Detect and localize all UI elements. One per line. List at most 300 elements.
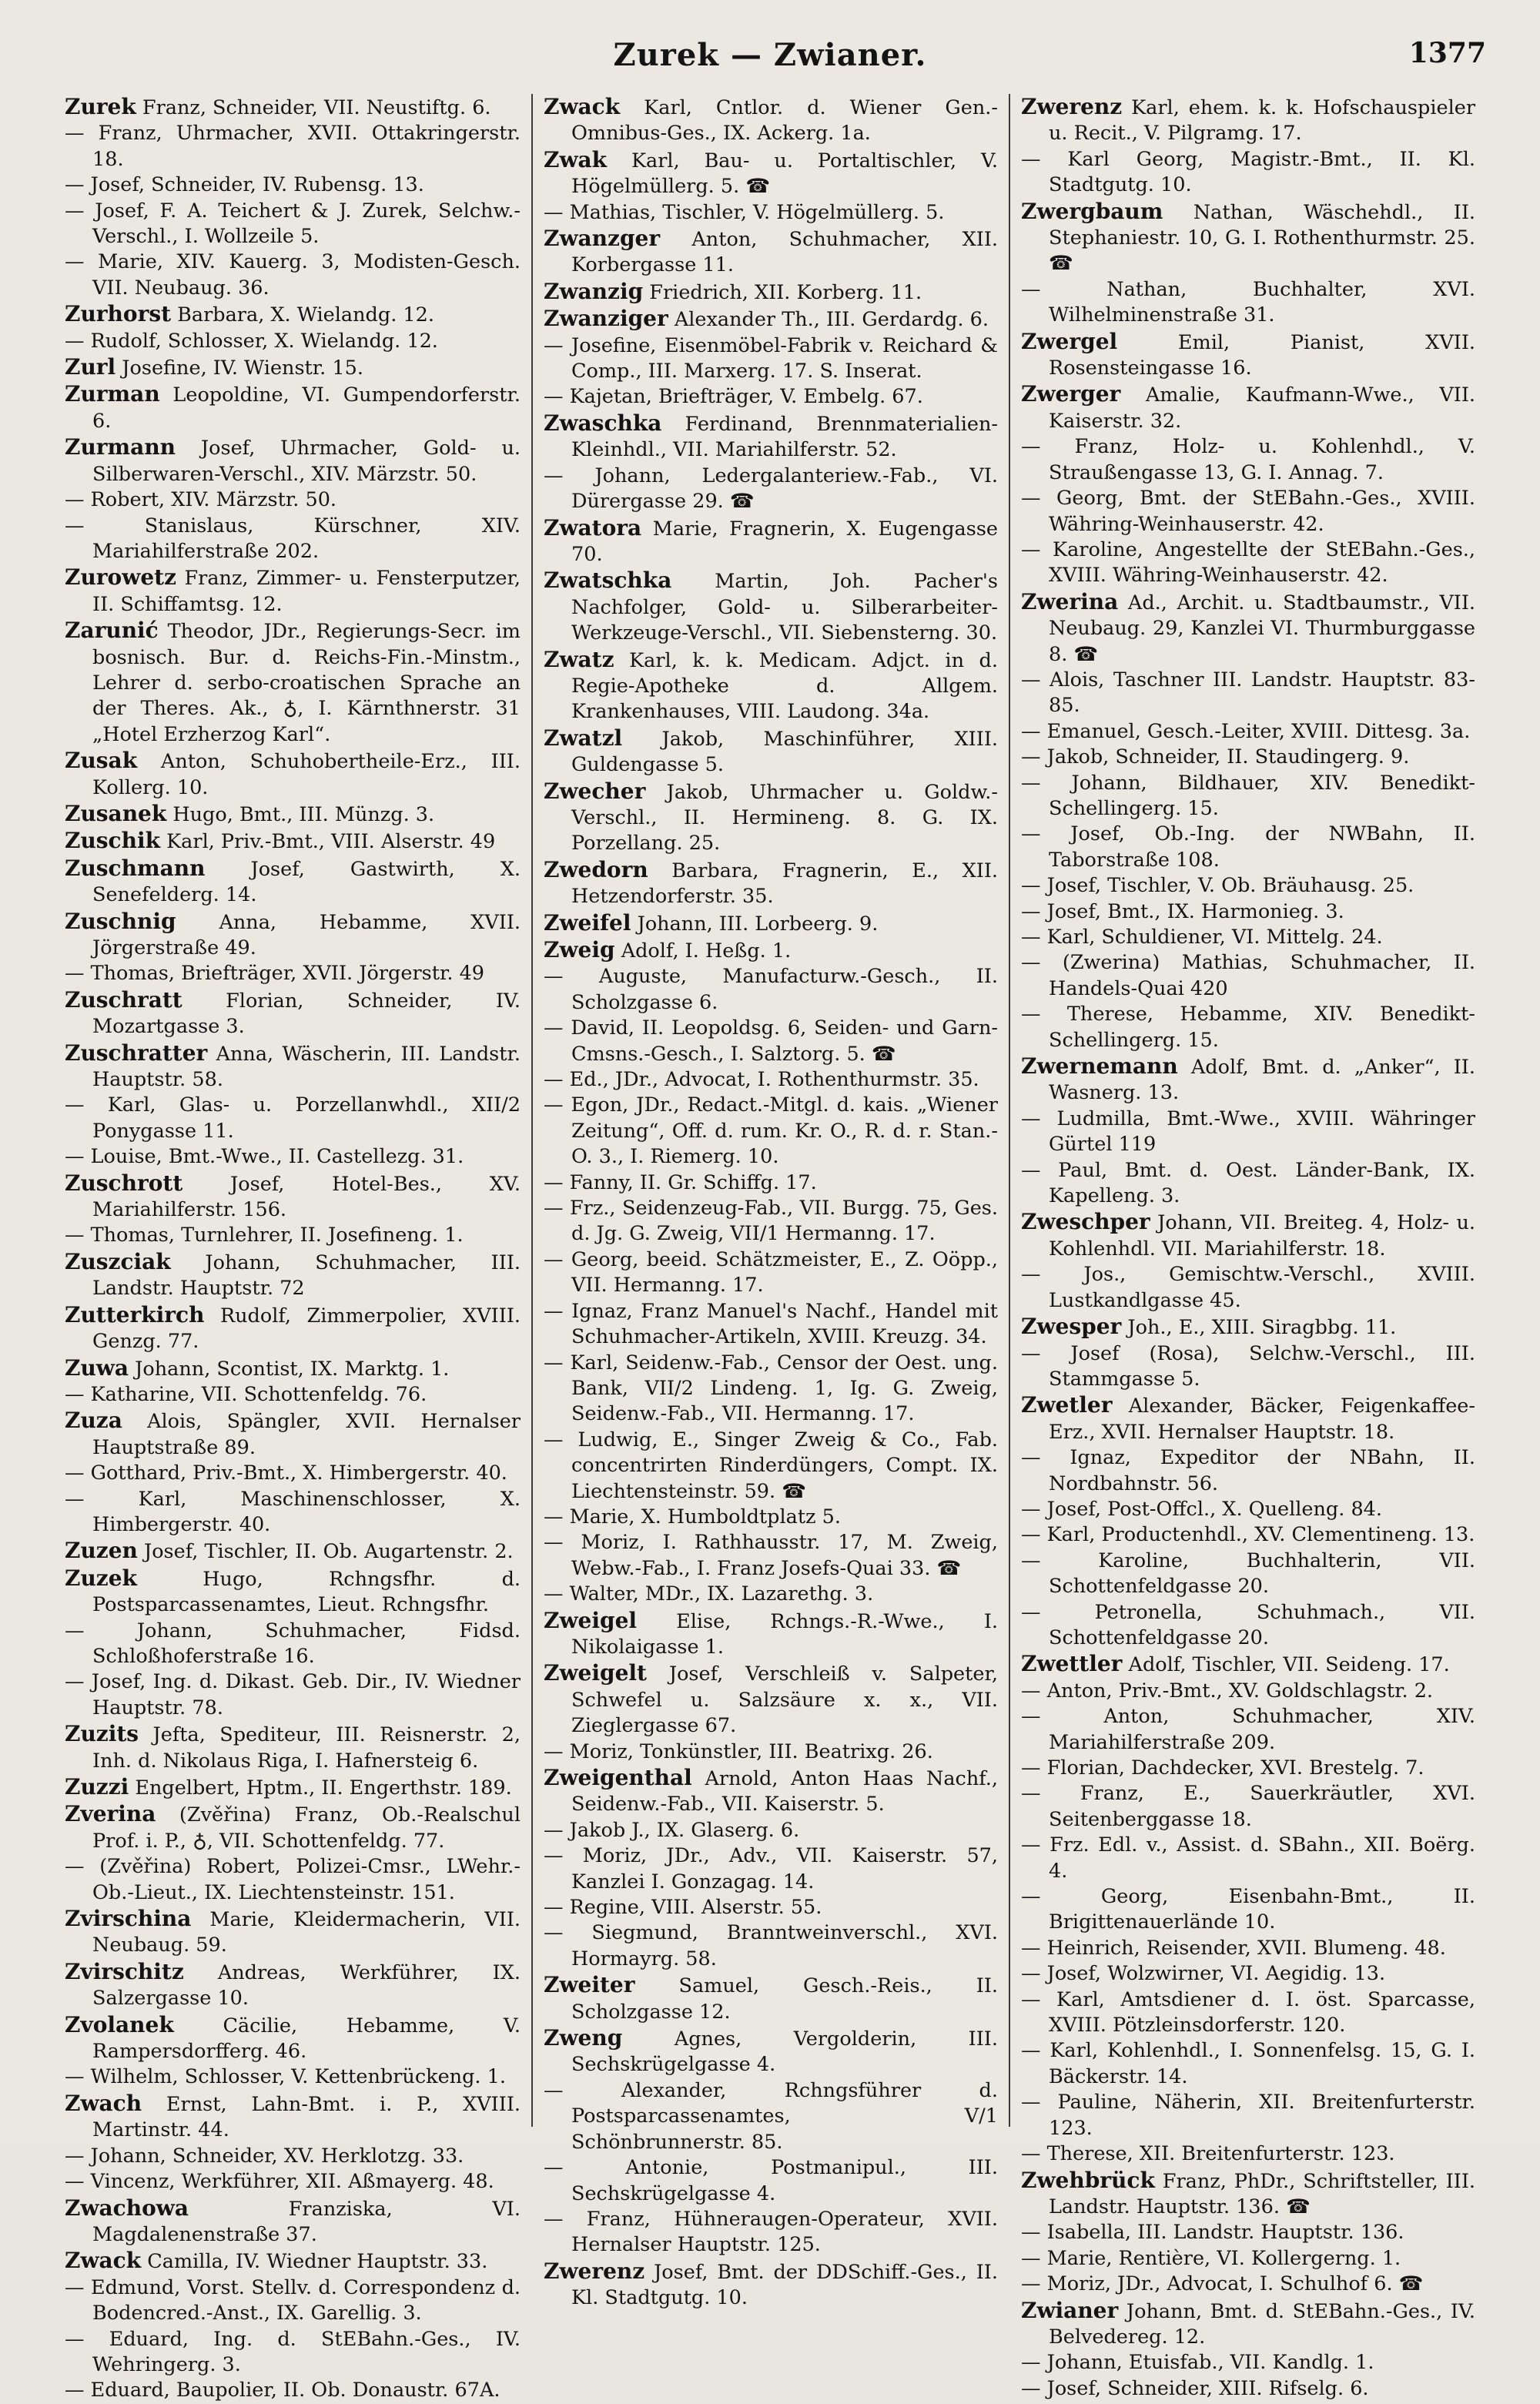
entry-text: — Johann, Schneider, XV. Herklotzg. 33. <box>65 2144 464 2168</box>
directory-entry <box>544 226 998 279</box>
directory-entry <box>1021 277 1475 329</box>
directory-entry <box>1021 1107 1475 1158</box>
directory-entry <box>65 1461 521 1486</box>
directory-entry <box>1021 771 1475 822</box>
directory-entry <box>544 1016 998 1067</box>
directory-entry <box>544 857 998 910</box>
entry-text: — Alexander, Rchngsführer d. Postsparcassenamtes, V/1 Schönbrunnerstr. 85. <box>544 2078 998 2154</box>
directory-entry <box>1021 1445 1475 1497</box>
entry-text: Josef, Tischler, II. Ob. Augartenstr. 2. <box>143 1540 514 1564</box>
directory-entry <box>65 961 521 986</box>
entry-text: Franz, PhDr., Schriftsteller, III. Landstr. Hauptstr. 136. ☎ <box>1049 2169 1475 2218</box>
directory-entry <box>65 1669 521 1721</box>
directory-entry <box>1021 1341 1475 1393</box>
directory-entry <box>1021 1651 1475 1678</box>
entry-surname: Zurhorst <box>65 301 172 327</box>
directory-entry <box>65 2378 521 2403</box>
entry-text: Hugo, Bmt., III. Münzg. 3. <box>172 802 435 826</box>
entry-surname: Zwanzig <box>544 278 644 304</box>
entry-text: Amalie, Kaufmann-Wwe., VII. Kaiserstr. 32. <box>1049 383 1475 433</box>
directory-entry <box>1021 1987 1475 2039</box>
directory-entry <box>1021 329 1475 382</box>
directory-entry <box>1021 1961 1475 1987</box>
entry-surname: Zvolanek <box>65 2011 174 2037</box>
entry-text: Andreas, Werkführer, IX. Salzergasse 10. <box>92 1960 521 2011</box>
entry-text: — Walter, MDr., IX. Lazarethg. 3. <box>544 1582 874 1606</box>
entry-surname: Zurman <box>65 381 160 407</box>
entry-text: Barbara, Fragnerin, E., XII. Hetzendorferstr. 35. <box>571 859 998 909</box>
entry-surname: Zweigel <box>544 1607 638 1633</box>
directory-entry <box>544 2155 998 2207</box>
entry-surname: Zutterkirch <box>65 1301 205 1328</box>
entry-surname: Zwach <box>65 2090 142 2116</box>
directory-entry <box>544 410 998 464</box>
entry-text: — Auguste, Manufacturw.-Gesch., II. Scholzgasse 6. <box>544 965 998 1014</box>
entry-text: — Rudolf, Schlosser, X. Wielandg. 12. <box>65 329 438 353</box>
entry-surname: Zurl <box>65 354 116 380</box>
entry-text: Josef, Uhrmacher, Gold- u. Silberwaren-Verschl., XIV. Märzstr. 50. <box>92 437 521 486</box>
directory-entry <box>65 1408 521 1461</box>
entry-surname: Zwedorn <box>544 856 648 882</box>
entry-text: — Pauline, Näherin, XII. Breitenfurterstr. 123. <box>1021 2091 1475 2140</box>
directory-entry <box>65 329 521 354</box>
directory-entry <box>544 937 998 964</box>
directory-entry <box>544 384 998 410</box>
directory-entry <box>544 1843 998 1895</box>
entry-text: Camilla, IV. Wiedner Hauptstr. 33. <box>147 2250 488 2274</box>
entry-text: — Franz, Hühneraugen-Operateur, XVII. Hernalser Hauptstr. 125. <box>544 2207 998 2257</box>
entry-surname: Zwergbaum <box>1021 198 1163 224</box>
entry-surname: Zwachowa <box>65 2195 189 2221</box>
entry-text: Marie, Fragnerin, X. Eugengasse 70. <box>571 517 998 566</box>
directory-entry <box>65 1249 521 1302</box>
directory-entry <box>65 301 521 328</box>
directory-entry <box>1021 2141 1475 2167</box>
entry-surname: Zuschratter <box>65 1040 208 1066</box>
directory-entry <box>65 2327 521 2379</box>
entry-text: — Anton, Schuhmacher, XIV. Mariahilferstraße 209. <box>1021 1705 1475 1754</box>
entry-text: Samuel, Gesch.-Reis., II. Scholzgasse 12. <box>571 1974 998 2024</box>
entry-text: — Josef, Schneider, XIII. Rifselg. 6. <box>1021 2376 1369 2400</box>
entry-text: — Karoline, Buchhalterin, VII. Schottenfeldgasse 20. <box>1021 1549 1475 1599</box>
entry-surname: Zwerger <box>1021 381 1121 407</box>
entry-text: — Wilhelm, Schlosser, V. Kettenbrückeng. 1. <box>65 2065 506 2089</box>
entry-text: Ad., Archit. u. Stadtbaumstr., VII. Neubaug. 29, Kanzlei VI. Thurmburggasse 8. ☎ <box>1049 591 1475 666</box>
entry-text: Jefta, Spediteur, III. Reisnerstr. 2, Inh. d. Nikolaus Riga, I. Hafnersteig 6. <box>92 1723 521 1773</box>
directory-entry <box>544 279 998 306</box>
directory-entry <box>1021 2376 1475 2402</box>
entry-surname: Zusak <box>65 748 138 774</box>
entry-surname: Zurowetz <box>65 564 176 591</box>
entry-text: Elise, Rchngs.-R.-Wwe., I. Nikolaigasse 1. <box>571 1609 998 1659</box>
entry-text: Jakob, Maschinführer, XIII. Guldengasse 5. <box>571 727 999 777</box>
entry-text: Martin, Joh. Pacher's Nachfolger, Gold- u. Silberarbeiter-Werkzeuge-Verschl., VII. Siebensterng. 30. <box>571 570 999 645</box>
directory-entry <box>544 1818 998 1843</box>
entry-text: Leopoldine, VI. Gumpendorferstr. 6. <box>92 383 521 433</box>
entry-surname: Zweschper <box>1021 1209 1150 1235</box>
entry-text: — Josef (Rosa), Selchw.-Verschl., III. Stammgasse 5. <box>1021 1341 1475 1391</box>
directory-entry <box>1021 719 1475 745</box>
entry-surname: Zwettler <box>1021 1651 1123 1677</box>
entry-text: Barbara, X. Wielandg. 12. <box>177 303 434 327</box>
directory-entry <box>65 1487 521 1538</box>
directory-entry <box>1021 2272 1475 2297</box>
entry-text: — Robert, XIV. Märzstr. 50. <box>65 488 337 512</box>
directory-entry <box>65 2064 521 2090</box>
directory-entry <box>65 1223 521 1248</box>
entry-text: — Heinrich, Reisender, XVII. Blumeng. 48. <box>1021 1936 1446 1960</box>
directory-entry <box>65 1040 521 1093</box>
entry-text: Johann, Bmt. d. StEBahn.-Ges., IV. Belvedereg. 12. <box>1049 2299 1476 2349</box>
directory-entry <box>1021 94 1475 147</box>
entry-text: — Eduard, Baupolier, II. Ob. Donaustr. 67A. <box>65 2379 500 2402</box>
directory-entry <box>1021 589 1475 668</box>
entry-text: — Vincenz, Werkführer, XII. Aßmayerg. 48. <box>65 2170 494 2194</box>
directory-entry <box>544 778 998 857</box>
entry-surname: Zwatora <box>544 514 642 541</box>
entry-surname: Zweiter <box>544 1972 635 1998</box>
entry-surname: Zwack <box>65 2248 142 2274</box>
entry-text: Joh., E., XIII. Siragbbg. 11. <box>1127 1316 1397 1340</box>
entry-text: Anna, Hebamme, XVII. Jörgerstraße 49. <box>92 910 521 959</box>
directory-entry <box>544 333 998 385</box>
directory-entry <box>544 515 998 568</box>
directory-entry <box>544 1196 998 1247</box>
entry-text: — Alois, Taschner III. Landstr. Hauptstr. 83-85. <box>1021 668 1475 718</box>
directory-entry <box>65 2275 521 2327</box>
directory-entry <box>1021 199 1475 277</box>
directory-entry <box>544 1351 998 1428</box>
entry-text: — Josef, Tischler, V. Ob. Bräuhausg. 25. <box>1021 874 1414 898</box>
directory-entry <box>65 618 521 748</box>
entry-text: — Johann, Ledergalanteriew.-Fab., VI. Dürergasse 29. ☎ <box>544 464 998 514</box>
entry-text: — Edmund, Vorst. Stellv. d. Correspondenz d. Bodencred.-Anst., IX. Garellig. 3. <box>65 2275 521 2325</box>
entry-text: — Josef, Ing. d. Dikast. Geb. Dir., IV. Wiedner Hauptstr. 78. <box>65 1670 521 1719</box>
directory-entry <box>1021 2038 1475 2090</box>
directory-entry <box>65 1144 521 1170</box>
directory-entry <box>65 801 521 828</box>
entry-text: — David, II. Leopoldsg. 6, Seiden- und Garn-Cmsns.-Gesch., I. Salztorg. 5. ☎ <box>544 1016 998 1066</box>
entry-text: — Thomas, Briefträger, XVII. Jörgerstr. 49 <box>65 962 485 986</box>
directory-entry <box>544 1067 998 1093</box>
entry-text: Franz, Zimmer- u. Fensterputzer, II. Schiffamtsg. 12. <box>92 567 521 616</box>
directory-entry <box>1021 381 1475 434</box>
entry-text: — Ed., JDr., Advocat, I. Rothenthurmstr. 35. <box>544 1068 979 1092</box>
directory-entry <box>544 1170 998 1196</box>
page-number: 1377 <box>1408 37 1486 69</box>
entry-text: — Jakob J., IX. Glaserg. 6. <box>544 1818 800 1842</box>
entry-surname: Zuzzi <box>65 1774 129 1800</box>
directory-entry <box>1021 1833 1475 1884</box>
entry-text: Theodor, JDr., Regierungs-Secr. im bosnisch. Bur. d. Reichs-Fin.-Minstm., Lehrer d. serbo-croatischen Sprache an der Theres. Ak., ♁, I. Kärnthnerstr. 31 „Hotel Erzherzog Karl“. <box>92 620 521 746</box>
directory-entry <box>65 828 521 855</box>
entry-text: — Siegmund, Branntweinverschl., XVI. Hormayrg. 58. <box>544 1921 998 1970</box>
entry-text: — Franz, Holz- u. Kohlenhdl., V. Straußengasse 13, G. I. Annag. 7. <box>1021 435 1475 484</box>
entry-text: — (Zwerina) Mathias, Schuhmacher, II. Handels-Quai 420 <box>1021 951 1475 1000</box>
entry-text: — Karl, Seidenw.-Fab., Censor der Oest. ung. Bank, VII/2 Lindeng. 1, Ig. G. Zweig, Seidenw.-Fab., VII. Hermanng. 17. <box>544 1351 998 1426</box>
entry-surname: Zuzek <box>65 1565 137 1591</box>
entry-text: — Regine, VIII. Alserstr. 55. <box>544 1896 822 1920</box>
entry-surname: Zweigenthal <box>544 1765 692 1790</box>
directory-entry <box>544 725 998 778</box>
directory-entry <box>1021 147 1475 199</box>
entry-text: Josefine, IV. Wienstr. 15. <box>122 357 363 380</box>
directory-entry <box>65 1382 521 1408</box>
entry-text: — Jos., Gemischtw.-Verschl., XVIII. Lustkandlgasse 45. <box>1021 1263 1475 1312</box>
entry-surname: Zweig <box>544 937 615 963</box>
directory-entry <box>65 2248 521 2275</box>
entry-text: — Katharine, VII. Schottenfeldg. 76. <box>65 1382 427 1406</box>
directory-entry <box>1021 1392 1475 1445</box>
entry-text: Jakob, Uhrmacher u. Goldw.-Verschl., II. Hermineng. 8. G. IX. Porzellang. 25. <box>571 780 999 855</box>
directory-entry <box>1021 1600 1475 1652</box>
entry-text: — Egon, JDr., Redact.-Mitgl. d. kais. „Wiener Zeitung“, Off. d. rum. Kr. O., R. d. r. Stan.-O. 3., I. Riemerg. 10. <box>544 1093 998 1169</box>
entry-text: — Karl, Amtsdiener d. I. öst. Sparcasse, XVIII. Pötzleinsdorferstr. 120. <box>1021 1987 1475 2037</box>
entry-surname: Zwerenz <box>544 2258 645 2284</box>
entry-text: Alexander, Bäcker, Feigenkaffee-Erz., XVII. Hernalser Hauptstr. 18. <box>1049 1395 1476 1444</box>
directory-entry <box>65 487 521 513</box>
directory-entry <box>544 1093 998 1170</box>
entry-text: — Fanny, II. Gr. Schiffg. 17. <box>544 1170 817 1194</box>
directory-entry <box>65 1565 521 1619</box>
entry-surname: Zurek <box>65 94 136 119</box>
directory-entry <box>65 354 521 381</box>
entry-text: — Moriz, Tonkünstler, III. Beatrixg. 26. <box>544 1739 933 1763</box>
entry-text: — Josef, Bmt., IX. Harmonieg. 3. <box>1021 899 1344 923</box>
entry-text: — Stanislaus, Kürschner, XIV. Mariahilferstraße 202. <box>65 514 521 563</box>
entry-surname: Zwanziger <box>544 306 668 332</box>
directory-entry <box>65 1801 521 1854</box>
column-1 <box>54 94 531 2402</box>
entry-text: — Moriz, JDr., Advocat, I. Schulhof 6. ☎ <box>1021 2272 1424 2296</box>
entry-text: Josef, Hotel-Bes., XV. Mariahilferstr. 156. <box>92 1172 521 1222</box>
directory-entry <box>65 1774 521 1801</box>
directory-entry <box>544 464 998 515</box>
entry-text: — Josef, F. A. Teichert & J. Zurek, Selchw.-Verschl., I. Wollzeile 5. <box>65 199 521 249</box>
directory-entry <box>544 1428 998 1505</box>
entry-text: Alois, Spängler, XVII. Hernalser Hauptstraße 89. <box>92 1410 521 1459</box>
directory-entry <box>65 2144 521 2169</box>
directory-entry <box>544 1608 998 1661</box>
entry-text: Adolf, Tischler, VII. Seideng. 17. <box>1128 1653 1450 1677</box>
entry-text: Josef, Gastwirth, X. Senefelderg. 14. <box>92 857 521 907</box>
entry-surname: Zwecher <box>544 778 646 804</box>
entry-text: — Moriz, I. Rathhausstr. 17, M. Zweig, Webw.-Fab., I. Franz Josefs-Quai 33. ☎ <box>544 1531 998 1580</box>
directory-entry <box>1021 1756 1475 1781</box>
entry-text: — Jakob, Schneider, II. Staudingerg. 9. <box>1021 745 1410 769</box>
directory-entry <box>65 1959 521 2012</box>
directory-entry <box>65 909 521 962</box>
entry-surname: Zwatz <box>544 646 614 672</box>
entry-text: — Anton, Priv.-Bmt., XV. Goldschlagstr. 2. <box>1021 1679 1434 1703</box>
entry-surname: Zuzen <box>65 1538 138 1564</box>
directory-entry <box>1021 925 1475 950</box>
entry-surname: Zverina <box>65 1801 156 1827</box>
directory-entry <box>1021 899 1475 925</box>
directory-entry <box>544 910 998 937</box>
entry-text: — Kajetan, Briefträger, V. Embelg. 67. <box>544 385 923 409</box>
entry-text: — Johann, Etuisfab., VII. Kandlg. 1. <box>1021 2351 1374 2375</box>
entry-text: Cäcilie, Hebamme, V. Rampersdorfferg. 46. <box>92 2014 521 2064</box>
entry-surname: Zwerenz <box>1021 94 1123 119</box>
directory-entry <box>65 434 521 487</box>
directory-entry <box>1021 822 1475 873</box>
entry-text: — Emanuel, Gesch.-Leiter, XVIII. Dittesg. 3a. <box>1021 719 1471 743</box>
entry-text: Karl, Priv.-Bmt., VIII. Alserstr. 49 <box>166 830 496 854</box>
entry-text: Rudolf, Zimmerpolier, XVIII. Genzg. 77. <box>92 1304 521 1354</box>
entry-text: — Josef, Schneider, IV. Rubensg. 13. <box>65 173 424 197</box>
directory-entry <box>544 147 998 200</box>
entry-text: — Marie, X. Humboldtplatz 5. <box>544 1505 841 1528</box>
directory-entry <box>544 94 998 147</box>
directory-entry <box>544 306 998 333</box>
entry-text: — Karl, Schuldiener, VI. Mittelg. 24. <box>1021 926 1383 949</box>
entry-text: — Paul, Bmt. d. Oest. Länder-Bank, IX. Kapelleng. 3. <box>1021 1158 1475 1208</box>
entry-surname: Zwak <box>544 146 608 172</box>
entry-text: — Frz., Seidenzeug-Fab., VII. Burgg. 75, Ges. d. Jg. G. Zweig, VII/1 Hermanng. 17. <box>544 1197 998 1246</box>
entry-surname: Zwehbrück <box>1021 2167 1155 2193</box>
entry-text: — Therese, Hebamme, XIV. Benedikt-Schellingerg. 15. <box>1021 1003 1475 1052</box>
entry-surname: Zwianer <box>1021 2297 1119 2323</box>
directory-entry <box>65 172 521 198</box>
directory-entry <box>544 1895 998 1920</box>
directory-entry <box>544 1972 998 2025</box>
directory-entry <box>65 1093 521 1144</box>
entry-text: Karl, k. k. Medicam. Adjct. in d. Regie-Apotheke d. Allgem. Krankenhauses, VIII. Laudong. 34a. <box>571 648 998 724</box>
entry-text: — Karoline, Angestellte der StEBahn.-Ges., XVIII. Währing-Weinhauserstr. 42. <box>1021 537 1475 588</box>
directory-entry <box>544 2258 998 2312</box>
page-header <box>54 37 1486 92</box>
directory-entry <box>65 2091 521 2144</box>
directory-entry <box>1021 1209 1475 1262</box>
entry-text: Ernst, Lahn-Bmt. i. P., XVIII. Martinstr. 44. <box>92 2092 521 2142</box>
directory-entry <box>544 1247 998 1299</box>
entry-text: — Johann, Bildhauer, XIV. Benedikt-Schellingerg. 15. <box>1021 771 1475 820</box>
directory-entry <box>1021 2090 1475 2141</box>
entry-text: — Karl, Productenhdl., XV. Clementineng. 13. <box>1021 1523 1475 1547</box>
entry-surname: Zwesper <box>1021 1314 1122 1340</box>
entry-text: — Florian, Dachdecker, XVI. Brestelg. 7. <box>1021 1756 1424 1780</box>
entry-text: Johann, Scontist, IX. Marktg. 1. <box>135 1357 450 1381</box>
page-title: Zurek — Zwianer. <box>613 37 927 73</box>
entry-text: — Karl, Kohlenhdl., I. Sonnenfelsg. 15, G. I. Bäckerstr. 14. <box>1021 2039 1475 2088</box>
entry-text: Anton, Schuhmacher, XII. Korbergasse 11. <box>571 228 998 277</box>
directory-entry <box>544 1765 998 1818</box>
entry-text: — Louise, Bmt.-Wwe., II. Castellezg. 31. <box>65 1145 464 1169</box>
entry-surname: Zwerina <box>1021 588 1119 614</box>
entry-surname: Zwergel <box>1021 328 1118 354</box>
directory-entry <box>65 1355 521 1382</box>
directory-entry <box>1021 2298 1475 2351</box>
directory-entry <box>544 1739 998 1765</box>
directory-entry <box>1021 1002 1475 1053</box>
entry-text: — Karl, Glas- u. Porzellanwhdl., XII/2 Ponygasse 11. <box>65 1093 521 1143</box>
entry-surname: Zwack <box>544 94 621 119</box>
entry-text: — Ludmilla, Bmt.-Wwe., XVIII. Währinger Gürtel 119 <box>1021 1107 1475 1157</box>
directory-entry <box>1021 1053 1475 1107</box>
entry-text: — Karl, Maschinenschlosser, X. Himbergerstr. 40. <box>65 1487 521 1536</box>
directory-entry <box>65 748 521 801</box>
entry-text: — Therese, XII. Breitenfurterstr. 123. <box>1021 2142 1395 2166</box>
entry-text: Ferdinand, Brennmaterialien-Kleinhdl., VII. Mariahilferstr. 52. <box>571 412 999 462</box>
directory-entry <box>544 1505 998 1530</box>
entry-text: Friedrich, XII. Korberg. 11. <box>649 280 922 304</box>
entry-surname: Zvirschitz <box>65 1958 184 1984</box>
entry-text: — Georg, beeid. Schätzmeister, E., Z. Oöpp., VII. Hermanng. 17. <box>544 1247 998 1297</box>
directory-entry <box>544 964 998 1016</box>
entry-text: — Marie, Rentière, VI. Kollergerng. 1. <box>1021 2246 1401 2270</box>
entry-text: Nathan, Wäschehdl., II. Stephaniestr. 10, G. I. Rothenthurmstr. 25. ☎ <box>1049 200 1476 276</box>
directory-entry <box>1021 2168 1475 2221</box>
entry-surname: Zuschik <box>65 828 161 854</box>
entry-text: — (Zvěřina) Robert, Polizei-Cmsr., LWehr.-Ob.-Lieut., IX. Liechtensteinstr. 151. <box>65 1855 521 1904</box>
entry-surname: Zwatschka <box>544 568 672 594</box>
entry-text: — Nathan, Buchhalter, XVI. Wilhelminenstraße 31. <box>1021 277 1475 327</box>
directory-entry <box>544 1920 998 1972</box>
entry-surname: Zwernemann <box>1021 1053 1178 1080</box>
entry-text: — Josef, Post-Offcl., X. Quelleng. 84. <box>1021 1497 1382 1521</box>
directory-entry <box>65 987 521 1040</box>
entry-text: Franz, Schneider, VII. Neustiftg. 6. <box>142 96 491 119</box>
directory-entry <box>1021 1497 1475 1522</box>
directory-entry <box>65 514 521 565</box>
directory-entry <box>1021 1936 1475 1961</box>
entry-surname: Zweng <box>544 2025 623 2051</box>
entry-text: — Johann, Schuhmacher, Fidsd. Schloßhoferstraße 16. <box>65 1619 521 1668</box>
entry-text: Adolf, I. Heßg. 1. <box>621 939 792 963</box>
directory-entry <box>65 1619 521 1670</box>
directory-entry <box>65 2012 521 2065</box>
directory-entry <box>1021 1884 1475 1936</box>
entry-text: Arnold, Anton Haas Nachf., Seidenw.-Fab., VII. Kaiserstr. 5. <box>571 1767 998 1816</box>
directory-entry <box>65 249 521 301</box>
directory-entry <box>65 2195 521 2248</box>
entry-text: Josef, Bmt. der DDSchiff.-Ges., II. Kl. Stadtgutg. 10. <box>571 2260 998 2310</box>
entry-surname: Zarunić <box>65 618 159 644</box>
entry-text: Karl, Bau- u. Portaltischler, V. Högelmüllerg. 5. ☎ <box>571 149 999 199</box>
entry-surname: Zuschmann <box>65 855 206 881</box>
directory-entry <box>1021 873 1475 899</box>
entry-text: — Josefine, Eisenmöbel-Fabrik v. Reichard & Comp., III. Marxerg. 17. S. Inserat. <box>544 333 998 383</box>
entry-surname: Zuschratt <box>65 986 182 1013</box>
directory-entry <box>1021 1704 1475 1756</box>
entry-text: — Karl Georg, Magistr.-Bmt., II. Kl. Stadtgutg. 10. <box>1021 147 1475 197</box>
directory-entry <box>544 647 998 725</box>
directory-entry <box>65 199 521 250</box>
directory-entry <box>65 381 521 434</box>
entry-text: Karl, ehem. k. k. Hofschauspieler u. Recit., V. Pilgramg. 17. <box>1049 96 1476 146</box>
entry-text: — Frz. Edl. v., Assist. d. SBahn., XII. Boërg. 4. <box>1021 1833 1475 1883</box>
entry-surname: Zuszciak <box>65 1248 171 1274</box>
entry-surname: Zwanzger <box>544 226 661 252</box>
directory-entry <box>544 2078 998 2155</box>
directory-entry <box>65 94 521 121</box>
entry-text: — Ignaz, Expeditor der NBahn, II. Nordbahnstr. 56. <box>1021 1446 1475 1495</box>
entry-surname: Zuzits <box>65 1721 139 1747</box>
entry-surname: Zuschnig <box>65 908 176 934</box>
column-3 <box>1009 94 1486 2400</box>
entry-text: — Eduard, Ing. d. StEBahn.-Ges., IV. Wehringerg. 3. <box>65 2327 521 2376</box>
directory-entry <box>1021 2220 1475 2245</box>
directory-entry <box>1021 1522 1475 1548</box>
directory-entry <box>1021 950 1475 1002</box>
directory-entry <box>65 855 521 909</box>
directory-entry <box>1021 1314 1475 1341</box>
directory-entry <box>65 1302 521 1355</box>
entry-text: — Antonie, Postmanipul., III. Sechskrügelgasse 4. <box>544 2156 998 2205</box>
directory-entry <box>65 1170 521 1224</box>
entry-text: Karl, Cntlor. d. Wiener Gen.-Omnibus-Ges., IX. Ackerg. 1a. <box>571 96 998 146</box>
